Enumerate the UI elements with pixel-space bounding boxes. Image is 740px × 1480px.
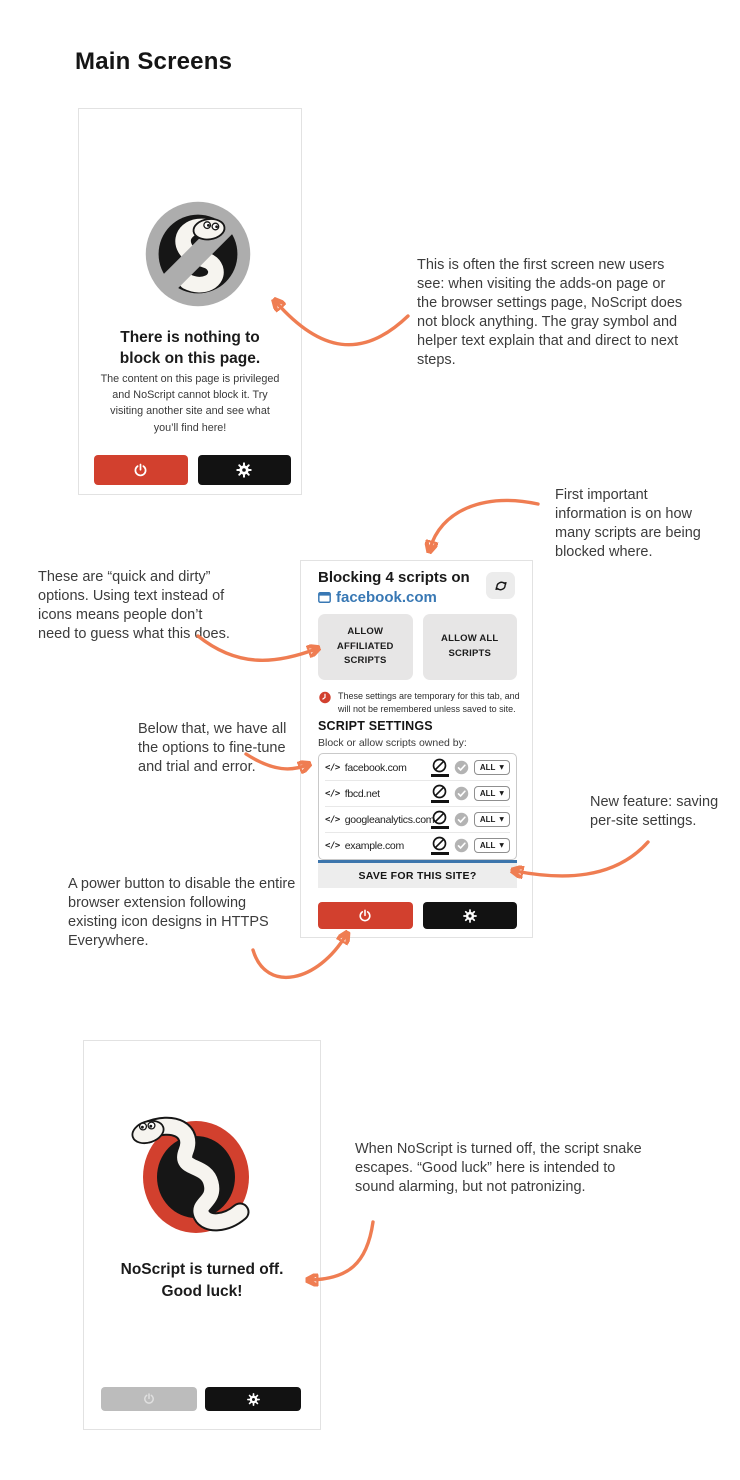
scope-value: ALL (479, 789, 496, 798)
turned-off-line1: NoScript is turned off. (120, 1261, 284, 1278)
turned-off-heading (84, 1259, 320, 1304)
site-link[interactable] (318, 589, 437, 606)
script-settings-subtext: Block or allow scripts owned by: (318, 737, 467, 749)
annotation-save-feature: New feature: saving per-site settings. (590, 794, 719, 829)
quick-actions-row (318, 614, 517, 680)
block-icon (432, 810, 447, 825)
gear-icon (462, 908, 478, 924)
block-icon (432, 836, 447, 851)
script-domain: example.com (344, 839, 404, 852)
code-icon: </> (325, 814, 340, 825)
script-row (325, 833, 510, 858)
allow-check-toggle[interactable] (454, 838, 469, 853)
annotation-turned-off: When NoScript is turned off, the script snake escapes. “Good luck” here is intended to sound alarming, but not patronizing. (355, 1141, 642, 1195)
settings-button[interactable] (205, 1387, 301, 1411)
annotation-fine-tune: Below that, we have all the options to fine-tune and trial and error. (138, 721, 287, 775)
refresh-icon (493, 578, 509, 594)
scope-dropdown[interactable] (474, 760, 510, 775)
escaping-snake-icon (108, 1105, 273, 1245)
allow-affiliated-button[interactable]: ALLOW AFFILIATED SCRIPTS (318, 614, 413, 680)
power-button-disabled[interactable] (101, 1387, 197, 1411)
block-icon (432, 758, 447, 773)
settings-button[interactable] (423, 902, 518, 929)
arrow-save-feature (515, 842, 648, 876)
block-selected-indicator (431, 800, 449, 804)
annotation-script-count: First important information is on how many scripts are being blocked where. (555, 487, 701, 560)
power-icon (357, 908, 373, 924)
script-settings-heading: SCRIPT SETTINGS (318, 719, 433, 733)
block-toggle[interactable] (431, 810, 449, 830)
script-domain: facebook.com (344, 761, 407, 774)
scope-dropdown[interactable] (474, 812, 510, 827)
code-icon: </> (325, 762, 340, 773)
block-icon (432, 784, 447, 799)
nothing-to-block-heading: There is nothing to block on this page. (119, 329, 261, 368)
page-title: Main Screens (75, 48, 233, 75)
annotation-first-screen: This is often the first screen new users see: when visiting the adds-on page or the browser settings page, NoScript does not block anything. The gray symbol and helper text explain that and direct to next steps. (417, 257, 683, 368)
screen-blocking-scripts (300, 560, 533, 938)
block-toggle[interactable] (431, 758, 449, 778)
screen-turned-off (83, 1040, 321, 1430)
allow-check-toggle[interactable] (454, 760, 469, 775)
annotation-quick-dirty: These are “quick and dirty” options. Using text instead of icons means people don’t need to guess what this does. (38, 569, 230, 642)
allow-check-toggle[interactable] (454, 812, 469, 827)
dropdown-caret-icon: ▼ (499, 841, 504, 849)
allow-all-button[interactable]: ALLOW ALL SCRIPTS (423, 614, 518, 680)
annotation-power: A power button to disable the entire browser extension following existing icon designs in HTTPS Everywhere. (68, 876, 296, 949)
block-selected-indicator (431, 852, 449, 856)
gear-icon (235, 461, 253, 479)
power-button[interactable] (318, 902, 413, 929)
notice-text: These settings are temporary for this tab, and will not be remembered unless saved to site. (338, 691, 520, 715)
noscript-blocked-snake-logo (143, 199, 253, 314)
blocking-title: Blocking 4 scripts on (318, 569, 470, 586)
arrow-script-count (430, 501, 538, 549)
turned-off-line2: Good luck! (161, 1283, 243, 1301)
script-row (325, 755, 510, 781)
code-icon: </> (325, 788, 340, 799)
screen-nothing-to-block (78, 108, 302, 495)
dropdown-caret-icon: ▼ (499, 763, 504, 771)
scope-dropdown[interactable] (474, 838, 510, 853)
nothing-to-block-body: The content on this page is privileged and NoScript cannot block it. Try visiting another site and see what you’ll find here! (100, 373, 280, 434)
noscript-off-snake-logo (108, 1105, 273, 1250)
scope-value: ALL (479, 763, 496, 772)
block-selected-indicator (431, 774, 449, 778)
allow-check-toggle[interactable] (454, 786, 469, 801)
site-name: facebook.com (336, 589, 437, 606)
gear-icon (246, 1392, 261, 1407)
snake-no-sign-icon (143, 199, 253, 309)
refresh-button[interactable] (486, 572, 515, 599)
power-icon (142, 1392, 156, 1406)
card2-button-row (318, 902, 517, 929)
dropdown-caret-icon: ▼ (499, 789, 504, 797)
power-icon (132, 462, 149, 479)
block-selected-indicator (431, 826, 449, 830)
block-toggle[interactable] (431, 784, 449, 804)
dropdown-caret-icon: ▼ (499, 815, 504, 823)
power-button[interactable] (94, 455, 188, 485)
browser-window-icon (318, 592, 331, 603)
code-icon: </> (325, 840, 340, 851)
script-domain: fbcd.net (344, 787, 380, 800)
script-row (325, 781, 510, 807)
script-row (325, 807, 510, 833)
scope-value: ALL (479, 841, 496, 850)
save-for-site-button[interactable]: SAVE FOR THIS SITE? (318, 860, 517, 888)
block-toggle[interactable] (431, 836, 449, 856)
scope-value: ALL (479, 815, 496, 824)
clock-icon (319, 690, 331, 705)
settings-button[interactable] (198, 455, 292, 485)
temporary-settings-notice (319, 690, 520, 716)
card3-button-row (101, 1387, 301, 1411)
script-settings-list (318, 753, 517, 860)
script-domain: googleanalytics.com (344, 813, 435, 826)
card1-button-row (94, 455, 291, 485)
scope-dropdown[interactable] (474, 786, 510, 801)
